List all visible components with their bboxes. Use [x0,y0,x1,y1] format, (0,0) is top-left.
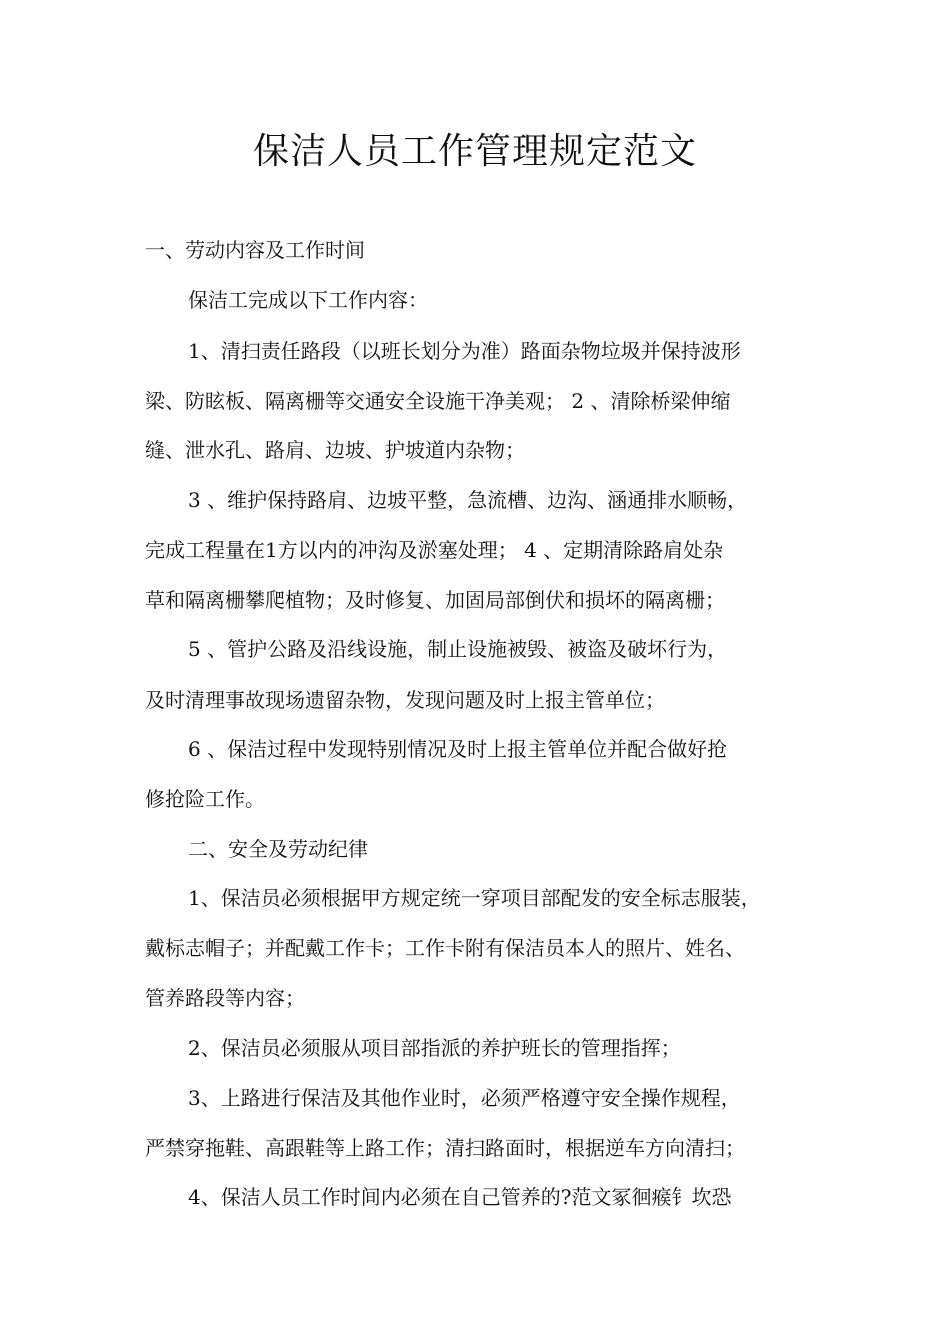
paragraph-line: 修抢险工作。 [145,787,265,811]
paragraph-line: 管养路段等内容； [145,986,305,1010]
paragraph-line: 3、上路进行保洁及其他作业时，必须严格遵守安全操作规程， [188,1086,741,1110]
paragraph-line: 戴标志帽子；并配戴工作卡；工作卡附有保洁员本人的照片、姓名、 [145,936,745,960]
paragraph-line: 保洁工完成以下工作内容： [188,288,428,312]
paragraph-line: 严禁穿拖鞋、高跟鞋等上路工作；清扫路面时，根据逆车方向清扫； [145,1136,745,1160]
paragraph-line: 草和隔离栅攀爬植物；及时修复、加固局部倒伏和损坏的隔离栅； [145,588,725,612]
paragraph-line: 及时清理事故现场遗留杂物，发现问题及时上报主管单位； [145,688,665,712]
section-heading-2: 二、安全及劳动纪律 [188,837,368,861]
paragraph-line: 6 、保洁过程中发现特别情况及时上报主管单位并配合做好抢 [188,737,728,761]
document-title: 保洁人员工作管理规定范文 [252,131,697,172]
paragraph-line: 1、清扫责任路段（以班长划分为准）路面杂物垃圾并保持波形 [188,339,741,363]
paragraph-line: 5 、管护公路及沿线设施，制止设施被毁、被盗及破坏行为， [188,637,728,661]
paragraph-line: 梁、防眩板、隔离栅等交通安全设施干净美观； 2 、清除桥梁伸缩 [145,389,731,413]
paragraph-line: 2、保洁员必须服从项目部指派的养护班长的管理指挥； [188,1036,681,1060]
paragraph-line: 1、保洁员必须根据甲方规定统一穿项目部配发的安全标志服装， [188,886,761,910]
paragraph-line: 4、保洁人员工作时间内必须在自己管养的?范文冢徊瘊钅坎恐 [188,1185,732,1209]
paragraph-line: 完成工程量在1方以内的冲沟及淤塞处理； 4 、定期清除路肩处杂 [145,538,724,562]
section-heading-1: 一、劳动内容及工作时间 [145,238,365,262]
paragraph-line: 3 、维护保持路肩、边坡平整，急流槽、边沟、涵通排水顺畅， [188,488,748,512]
paragraph-line: 缝、泄水孔、路肩、边坡、护坡道内杂物； [145,438,525,462]
